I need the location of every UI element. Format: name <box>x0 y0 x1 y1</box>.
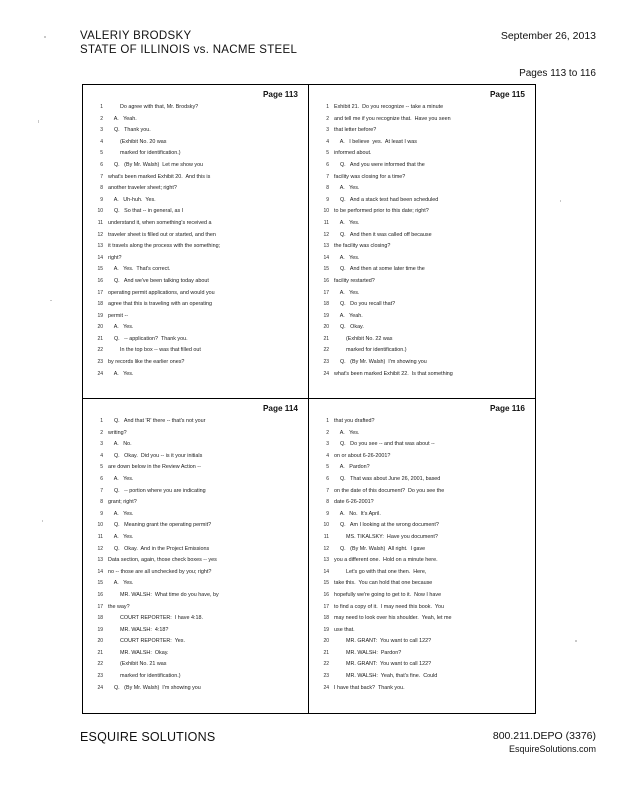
transcript-grid <box>82 84 536 714</box>
transcript-lines <box>87 102 304 380</box>
transcript-line: 10 Q. So that -- in general, as I <box>97 208 184 215</box>
transcript-line: 24 Q. (By Mr. Walsh) I'm showing you <box>97 684 201 691</box>
transcript-line: 6 Q. And you were informed that the <box>326 161 425 168</box>
transcript-line: 16 MR. WALSH: What time do you have, by <box>97 591 219 598</box>
case-caption: STATE OF ILLINOIS vs. NACME STEEL <box>80 44 298 56</box>
transcript-line: 5 informed about. <box>326 150 372 157</box>
transcript-line: 8 another traveler sheet; right? <box>100 185 177 192</box>
transcript-line: 18 agree that this is traveling with an operating <box>97 301 212 308</box>
transcript-line: 8 grant; right? <box>100 499 137 506</box>
transcript-line: 19 permit -- <box>97 312 129 319</box>
transcript-line: 6 A. Yes. <box>100 475 134 482</box>
transcript-page-114 <box>83 399 309 713</box>
transcript-line: 21 MR. WALSH: Pardon? <box>323 649 402 656</box>
transcript-line: 24 I have that back? Thank you. <box>323 684 405 691</box>
page-label: Page 114 <box>262 404 298 413</box>
transcript-line: 18 may need to look over his shoulder. Yeah, let me <box>323 615 452 622</box>
transcript-line: 4 (Exhibit No. 20 was <box>100 138 167 145</box>
transcript-line: 19 MR. WALSH: 4:18? <box>97 626 169 633</box>
transcript-line: 6 Q. That was about June 26, 2001, based <box>326 475 441 482</box>
transcript-line: 4 A. I believe yes. At least I was <box>326 138 417 145</box>
transcript-line: 12 Q. (By Mr. Walsh) All right. I gave <box>323 545 426 552</box>
transcript-page-113 <box>83 85 309 399</box>
transcript-line: 13 Data section, again, those check boxes -- yes <box>97 557 217 564</box>
page-range-label: Pages 113 to 116 <box>519 68 596 79</box>
transcript-line: 15 take this. You can hold that one because <box>323 580 433 587</box>
transcript-line: 23 MR. WALSH: Yeah, that's fine. Could <box>323 673 438 680</box>
transcript-line: 5 marked for identification.) <box>100 150 181 157</box>
transcript-line: 3 A. No. <box>100 441 132 448</box>
transcript-line: 20 COURT REPORTER: Yes. <box>97 638 185 645</box>
transcript-line: 17 operating permit applications, and would you <box>97 289 215 296</box>
transcript-line: 3 that letter before? <box>326 127 377 134</box>
transcript-line: 12 Q. Okay. And in the Project Emissions <box>97 545 210 552</box>
transcript-line: 11 understand it, when something's received a <box>97 219 212 226</box>
transcript-line: 20 Q. Okay. <box>323 324 364 331</box>
transcript-line: 20 MR. GRANT: You want to call 122? <box>323 638 432 645</box>
transcript-line: 15 A. Yes. That's correct. <box>97 266 171 273</box>
transcript-line: 12 Q. And then it was called off because <box>323 231 432 238</box>
transcript-line: 8 A. Yes. <box>326 185 360 192</box>
scan-speck <box>38 120 39 123</box>
transcript-lines <box>313 102 531 380</box>
transcript-line: 13 it travels along the process with the something; <box>97 243 221 250</box>
transcript-line: 9 A. Yes. <box>100 510 134 517</box>
transcript-line: 17 A. Yes. <box>323 289 360 296</box>
transcript-line: 2 A. Yes. <box>326 429 360 436</box>
transcript-line: 11 MS. TIKALSKY: Have you document? <box>323 533 438 540</box>
company-phone: 800.211.DEPO (3376) <box>492 730 596 742</box>
transcript-line: 1 Do agree with that, Mr. Brodsky? <box>100 104 199 110</box>
transcript-line: 9 A. Uh-huh. Yes. <box>100 196 156 203</box>
transcript-line: 24 A. Yes. <box>97 370 134 377</box>
transcript-line: 10 Q. Am I looking at the wrong document? <box>323 522 439 529</box>
transcript-line: 16 Q. And we've been talking today about <box>97 277 209 284</box>
transcript-line: 9 Q. And a stack test had been scheduled <box>326 196 439 203</box>
transcript-line: 7 facility was closing for a time? <box>326 173 406 180</box>
transcript-line: 11 A. Yes. <box>323 219 360 226</box>
transcript-line: 19 A. Yeah. <box>323 312 363 319</box>
transcript-line: 8 date 6-26-2001? <box>326 499 374 506</box>
scan-speck <box>50 300 52 301</box>
transcript-line: 16 hopefully we're going to get to it. Now I have <box>323 591 442 598</box>
transcript-line: 5 A. Pardon? <box>326 464 370 471</box>
transcript-page-115 <box>309 85 535 399</box>
transcript-line: 11 A. Yes. <box>97 533 134 540</box>
transcript-line: 5 are down below in the Review Action -- <box>100 464 201 471</box>
transcript-line: 1 that you drafted? <box>326 418 375 424</box>
transcript-line: 19 use that. <box>323 626 355 633</box>
transcript-line: 2 and tell me if you recognize that. Have you seen <box>326 115 451 122</box>
scan-speck <box>560 200 561 202</box>
transcript-line: 4 Q. Okay. Did you -- is it your initials <box>100 452 203 459</box>
transcript-line: 16 facility restarted? <box>323 277 375 284</box>
transcript-line: 21 MR. WALSH: Okay. <box>97 649 169 656</box>
transcript-line: 2 A. Yeah. <box>100 115 137 122</box>
scan-speck <box>42 520 43 522</box>
transcript-line: 18 COURT REPORTER: I have 4:18. <box>97 615 203 622</box>
company-website: EsquireSolutions.com <box>508 744 596 754</box>
scan-speck <box>44 36 46 38</box>
transcript-line: 3 Q. Thank you. <box>100 127 151 134</box>
transcript-page-116 <box>309 399 535 713</box>
document-footer <box>80 730 596 754</box>
transcript-line: 20 A. Yes. <box>97 324 134 331</box>
transcript-line: 1 Exhibit 21. Do you recognize -- take a minute <box>326 104 444 110</box>
transcript-line: 21 (Exhibit No. 22 was <box>323 335 393 342</box>
transcript-line: 1 Q. And that 'R' there -- that's not your <box>100 418 206 424</box>
page-label: Page 116 <box>489 404 525 413</box>
transcript-line: 7 on the date of this document? Do you see the <box>326 487 445 494</box>
deposition-date: September 26, 2013 <box>500 30 596 42</box>
transcript-line: 22 marked for identification.) <box>323 347 407 354</box>
transcript-line: 14 no -- those are all unchecked by you; right? <box>97 568 212 575</box>
transcript-line: 14 A. Yes. <box>323 254 360 261</box>
transcript-line: 17 the way? <box>97 603 130 610</box>
transcript-line: 9 A. No. It's April. <box>326 510 381 517</box>
transcript-lines <box>313 416 531 694</box>
scan-speck <box>575 640 577 642</box>
reporting-company: ESQUIRE SOLUTIONS <box>80 730 216 744</box>
transcript-line: 10 to be performed prior to this date; right? <box>323 208 429 215</box>
transcript-line: 14 right? <box>97 254 122 261</box>
transcript-line: 13 you a different one. Hold on a minute here. <box>323 557 438 564</box>
transcript-line: 15 Q. And then at some later time the <box>323 266 425 273</box>
transcript-line: 17 to find a copy of it. I may need this book. You <box>323 603 444 610</box>
transcript-line: 18 Q. Do you recall that? <box>323 301 396 308</box>
transcript-line: 6 Q. (By Mr. Walsh) Let me show you <box>100 161 204 168</box>
transcript-line: 23 by records like the earlier ones? <box>97 359 185 366</box>
transcript-line: 23 marked for identification.) <box>97 673 181 680</box>
document-header <box>80 30 596 56</box>
transcript-line: 22 In the top box -- was that filled out <box>97 347 201 354</box>
page-label: Page 115 <box>489 90 525 99</box>
deponent-name: VALERIY BRODSKY <box>80 30 192 42</box>
transcript-line: 7 what's been marked Exhibit 20. And this is <box>100 173 211 180</box>
transcript-line: 23 Q. (By Mr. Walsh) I'm showing you <box>323 359 427 366</box>
transcript-line: 3 Q. Do you see -- and that was about -- <box>326 441 435 448</box>
transcript-line: 21 Q. -- application? Thank you. <box>97 335 188 342</box>
transcript-line: 12 traveler sheet is filled out or started, and then <box>97 231 216 238</box>
transcript-lines <box>87 416 304 694</box>
transcript-line: 22 (Exhibit No. 21 was <box>97 661 167 668</box>
transcript-line: 7 Q. -- portion where you are indicating <box>100 487 206 494</box>
transcript-line: 13 the facility was closing? <box>323 243 391 250</box>
transcript-line: 4 on or about 6-26-2001? <box>326 452 391 459</box>
transcript-line: 24 what's been marked Exhibit 22. Is that something <box>323 370 453 377</box>
transcript-line: 10 Q. Meaning grant the operating permit? <box>97 522 212 529</box>
transcript-line: 2 writing? <box>100 429 127 436</box>
transcript-line: 14 Let's go with that one then. Here, <box>323 568 427 575</box>
page-label: Page 113 <box>262 90 298 99</box>
transcript-line: 22 MR. GRANT: You want to call 122? <box>323 661 432 668</box>
transcript-line: 15 A. Yes. <box>97 580 134 587</box>
